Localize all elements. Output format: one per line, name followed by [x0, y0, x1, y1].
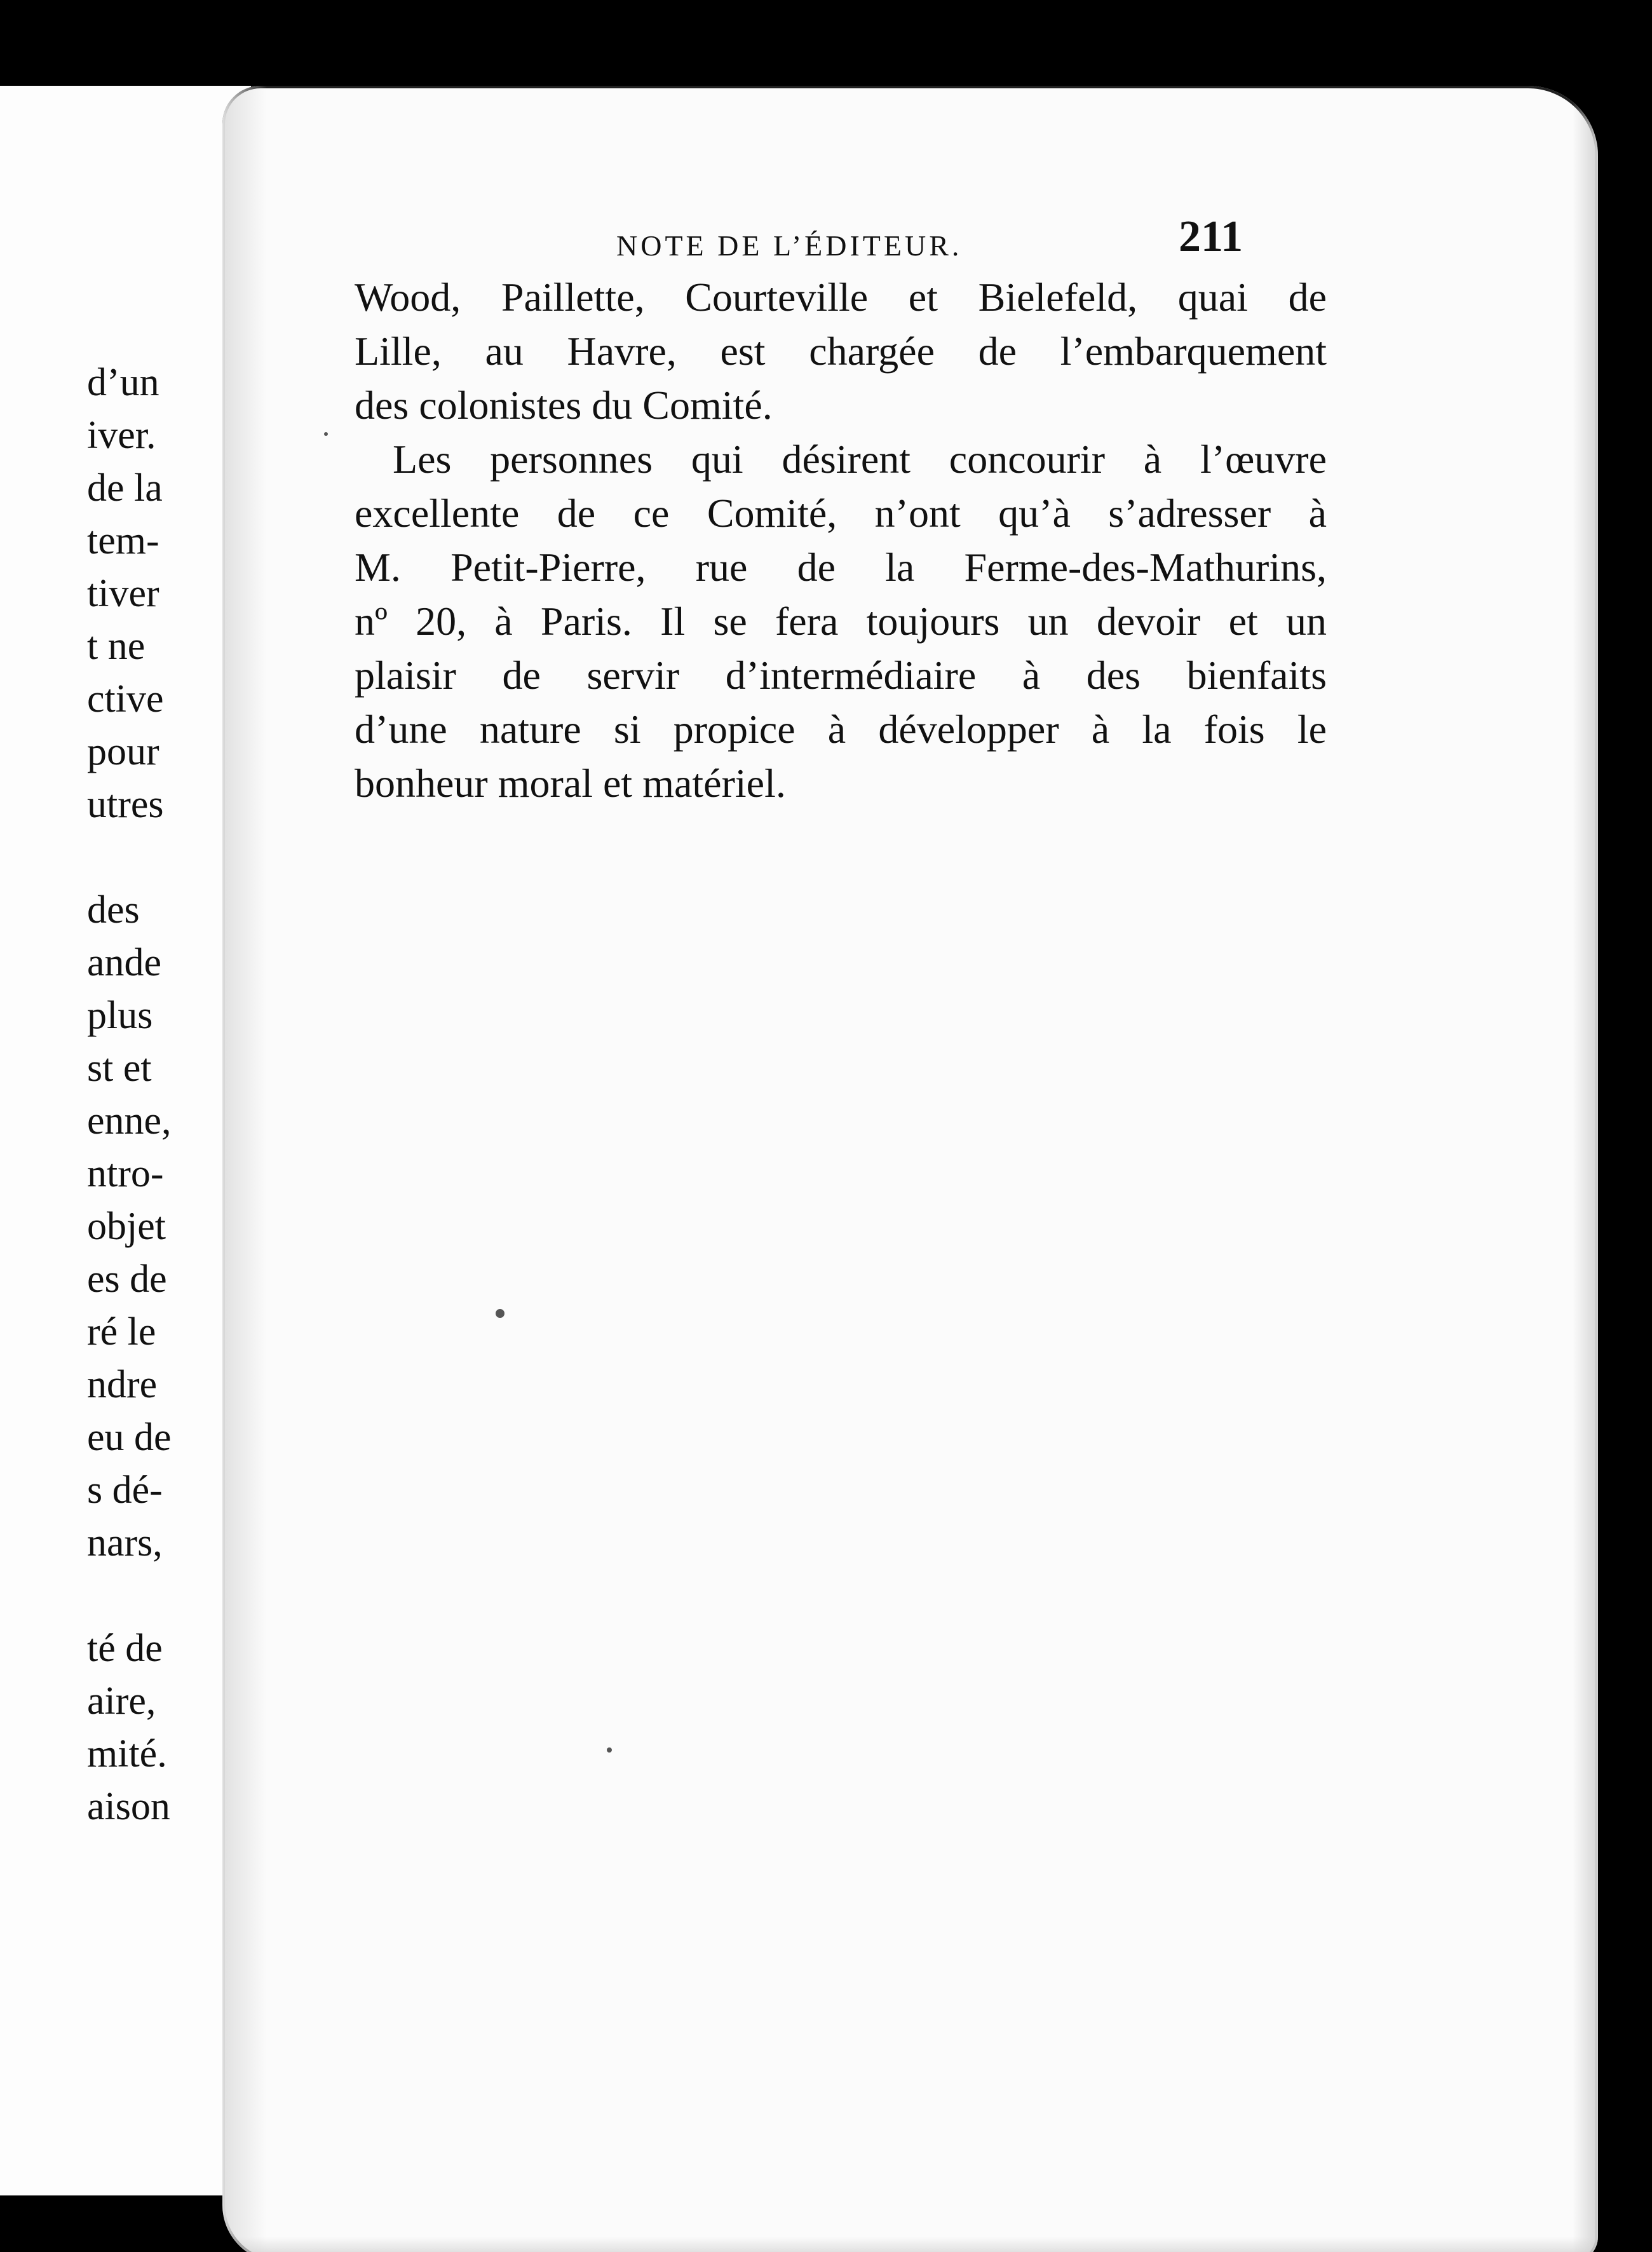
text-line: plaisir de servir d’intermédiaire à des bienfaits — [355, 653, 1327, 698]
gutter-shadow — [222, 86, 267, 2252]
text-line: M. Petit-Pierre, rue de la Ferme-des-Mathurins, — [355, 545, 1327, 590]
paper-speck — [607, 1747, 612, 1753]
body-text — [355, 270, 1327, 810]
left-page-fragment: tiver — [87, 572, 159, 615]
text-line: Lille, au Havre, est chargée de l’embarquement — [355, 329, 1327, 374]
text-line: des colonistes du Comité. — [355, 383, 773, 428]
left-page-fragment: aison — [87, 1785, 170, 1828]
text-line: Les personnes qui désirent concourir à l’œuvre — [393, 437, 1327, 482]
page-211 — [222, 86, 1598, 2252]
left-page-fragment: objet — [87, 1205, 166, 1248]
page-edge-shadow — [1573, 86, 1598, 2252]
left-page-fragment: s dé- — [87, 1469, 163, 1512]
left-page-fragment: ande — [87, 941, 162, 984]
left-page-fragment: iver. — [87, 414, 156, 457]
left-page-fragment: des — [87, 888, 140, 932]
left-page-fragment: ntro- — [87, 1152, 164, 1195]
left-page-fragment: pour — [87, 730, 159, 773]
left-page-fragment: ndre — [87, 1363, 158, 1406]
left-page-fragment: ré le — [87, 1310, 156, 1353]
left-page-fragment: enne, — [87, 1099, 172, 1143]
left-page-fragment: té de — [87, 1627, 163, 1670]
left-page-fragment: st et — [87, 1047, 152, 1090]
left-page-fragment: utres — [87, 783, 164, 826]
left-page-fragment: tem- — [87, 519, 159, 562]
left-page-fragment: aire, — [87, 1679, 156, 1723]
running-head: NOTE DE L’ÉDITEUR. — [616, 229, 963, 262]
text-line: d’une nature si propice à développer à la fois le — [355, 707, 1327, 752]
left-page-fragment: d’un — [87, 361, 159, 404]
facing-page-left — [0, 86, 255, 2195]
left-page-fragment: de la — [87, 466, 163, 510]
page-number: 211 — [1179, 212, 1243, 261]
left-page-fragment: plus — [87, 994, 153, 1037]
left-page-fragment: nars, — [87, 1521, 163, 1564]
left-page-fragment: t ne — [87, 625, 146, 668]
left-page-fragment: mité. — [87, 1732, 167, 1775]
left-page-fragment: ctive — [87, 677, 164, 721]
left-page-fragment: eu de — [87, 1416, 172, 1459]
text-line: bonheur moral et matériel. — [355, 761, 786, 806]
page-bottom-shadow — [222, 2237, 1598, 2252]
paper-speck — [324, 432, 328, 436]
text-line: excellente de ce Comité, n’ont qu’à s’adresser à — [355, 491, 1327, 536]
paper-speck — [496, 1309, 504, 1318]
text-line: nº 20, à Paris. Il se fera toujours un devoir et un — [355, 599, 1327, 644]
left-page-fragment: es de — [87, 1258, 167, 1301]
text-line: Wood, Paillette, Courteville et Bielefeld, quai de — [355, 275, 1327, 320]
